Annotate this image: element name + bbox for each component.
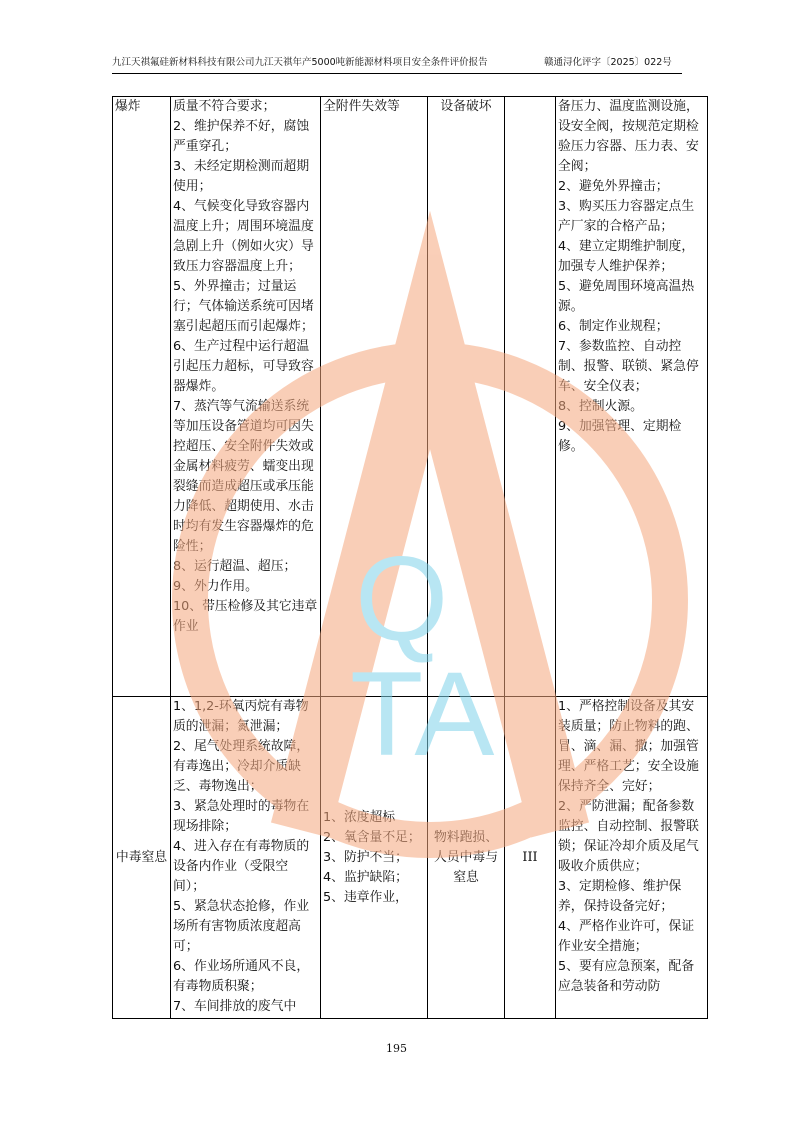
cause-item: 9、外力作用。	[173, 579, 258, 594]
cause-item: 1、1,2-环氧丙烷有毒物质的泄漏；氮泄漏；	[173, 699, 309, 734]
measure-item: 6、制定作业规程；	[558, 319, 669, 334]
cause-item: 5、紧急状态抢修，作业场所有害物质浓度超高可；	[173, 899, 310, 954]
measure-item: 1、严格控制设备及其安装质量；防止物料的跑、冒、滴、漏、撒；加强管理、严格工艺；安全设施保持齐全、完好；	[558, 699, 699, 794]
consequence-text: 设备破坏	[440, 99, 492, 114]
hazard-cell	[113, 97, 171, 697]
conditions-cell	[321, 97, 428, 697]
measure-item: 5、避免周围环境高温热源。	[558, 279, 695, 314]
consequence-cell	[428, 697, 505, 1019]
measure-item: 备压力、温度监测设施，设安全阀，按规范定期检验压力容器、压力表、安全阀；	[558, 99, 699, 174]
condition-item: 2、氧含量不足；	[323, 829, 421, 845]
hazard-analysis-table	[112, 96, 708, 1019]
header-rule	[112, 73, 682, 74]
measure-item: 2、避免外界撞击；	[558, 179, 669, 194]
cause-item: 4、进入存在有毒物质的设备内作业（受限空间）；	[173, 839, 310, 894]
conditions-cell	[321, 697, 428, 1019]
cause-item: 7、蒸汽等气流输送系统等加压设备管道均可因失控超压、安全附件失效或金属材料疲劳、蠕变出现裂缝而造成超压或承压能力降低、超期使用、水击时均有发生容器爆炸的危险性；	[173, 399, 314, 554]
condition-item: 全附件失效等	[323, 99, 400, 114]
condition-item: 3、防护不当；	[323, 849, 408, 865]
measure-item: 4、严格作业许可，保证作业安全措施；	[558, 919, 695, 954]
cause-item: 3、未经定期检测而超期使用；	[173, 159, 310, 194]
cause-item: 3、紧急处理时的毒物在现场排除；	[173, 799, 310, 834]
header-doc-number: 赣通浔化评字〔2025〕022号	[544, 57, 672, 68]
table-row-poisoning	[113, 697, 708, 1019]
condition-item: 5、违章作业，	[323, 889, 408, 905]
page-number: 195	[386, 1042, 407, 1055]
consequence-cell	[428, 97, 505, 697]
table-row-explosion	[113, 97, 708, 697]
watermark-letter-q: Q	[355, 532, 449, 666]
cause-item: 2、维护保养不好，腐蚀严重穿孔；	[173, 119, 310, 154]
causes-cell	[171, 97, 321, 697]
hazard-name: 爆炸	[115, 99, 141, 114]
consequence-text: 物料跑损、人员中毒与窒息	[434, 829, 498, 885]
condition-item: 1、浓度超标	[323, 809, 396, 825]
cause-item: 6、生产过程中运行超温引起压力超标，可导致容器爆炸。	[173, 339, 314, 394]
watermark-letters-ta: TA	[350, 647, 495, 781]
condition-item: 4、监护缺陷；	[323, 869, 408, 885]
measure-item: 4、建立定期维护制度，加强专人维护保养；	[558, 239, 695, 274]
header-title: 九江天祺氟硅新材料科技有限公司九江天祺年产5000吨新能源材料项目安全条件评价报告	[112, 57, 488, 68]
cause-item: 6、作业场所通风不良，有毒物质积聚；	[173, 959, 310, 994]
measure-item: 2、严防泄漏；配备参数监控、自动控制、报警联锁；保证冷却介质及尾气吸收介质供应；	[558, 799, 699, 874]
causes-cell	[171, 697, 321, 1019]
hazard-cell	[113, 697, 171, 1019]
cause-item: 10、带压检修及其它违章作业	[173, 599, 318, 634]
measure-item: 7、参数监控、自动控制、报警、联锁、紧急停车、安全仪表；	[558, 339, 699, 394]
cause-item: 7、车间排放的废气中	[173, 999, 297, 1014]
measures-cell	[556, 97, 708, 697]
cause-item: 2、尾气处理系统故障，有毒逸出；冷却介质缺乏、毒物逸出；	[173, 739, 310, 794]
level-text: III	[522, 849, 538, 865]
level-cell	[505, 97, 556, 697]
measure-item: 8、控制火源。	[558, 399, 643, 414]
cause-item: 4、气候变化导致容器内温度上升；周围环境温度急剧上升（例如火灾）导致压力容器温度上升；	[173, 199, 314, 274]
cause-item: 质量不符合要求；	[173, 99, 276, 114]
measure-item: 9、加强管理、定期检修。	[558, 419, 682, 454]
measure-item: 3、定期检修、维护保养，保持设备完好；	[558, 879, 682, 914]
level-cell	[505, 697, 556, 1019]
hazard-name: 中毒窒息	[115, 849, 168, 865]
measures-cell	[556, 697, 708, 1019]
cause-item: 5、外界撞击；过量运行；气体输送系统可因堵塞引起超压而引起爆炸；	[173, 279, 314, 334]
measure-item: 5、要有应急预案，配备应急装备和劳动防	[558, 959, 695, 994]
measure-item: 3、购买压力容器定点生产厂家的合格产品；	[558, 199, 695, 234]
cause-item: 8、运行超温、超压；	[173, 559, 297, 574]
